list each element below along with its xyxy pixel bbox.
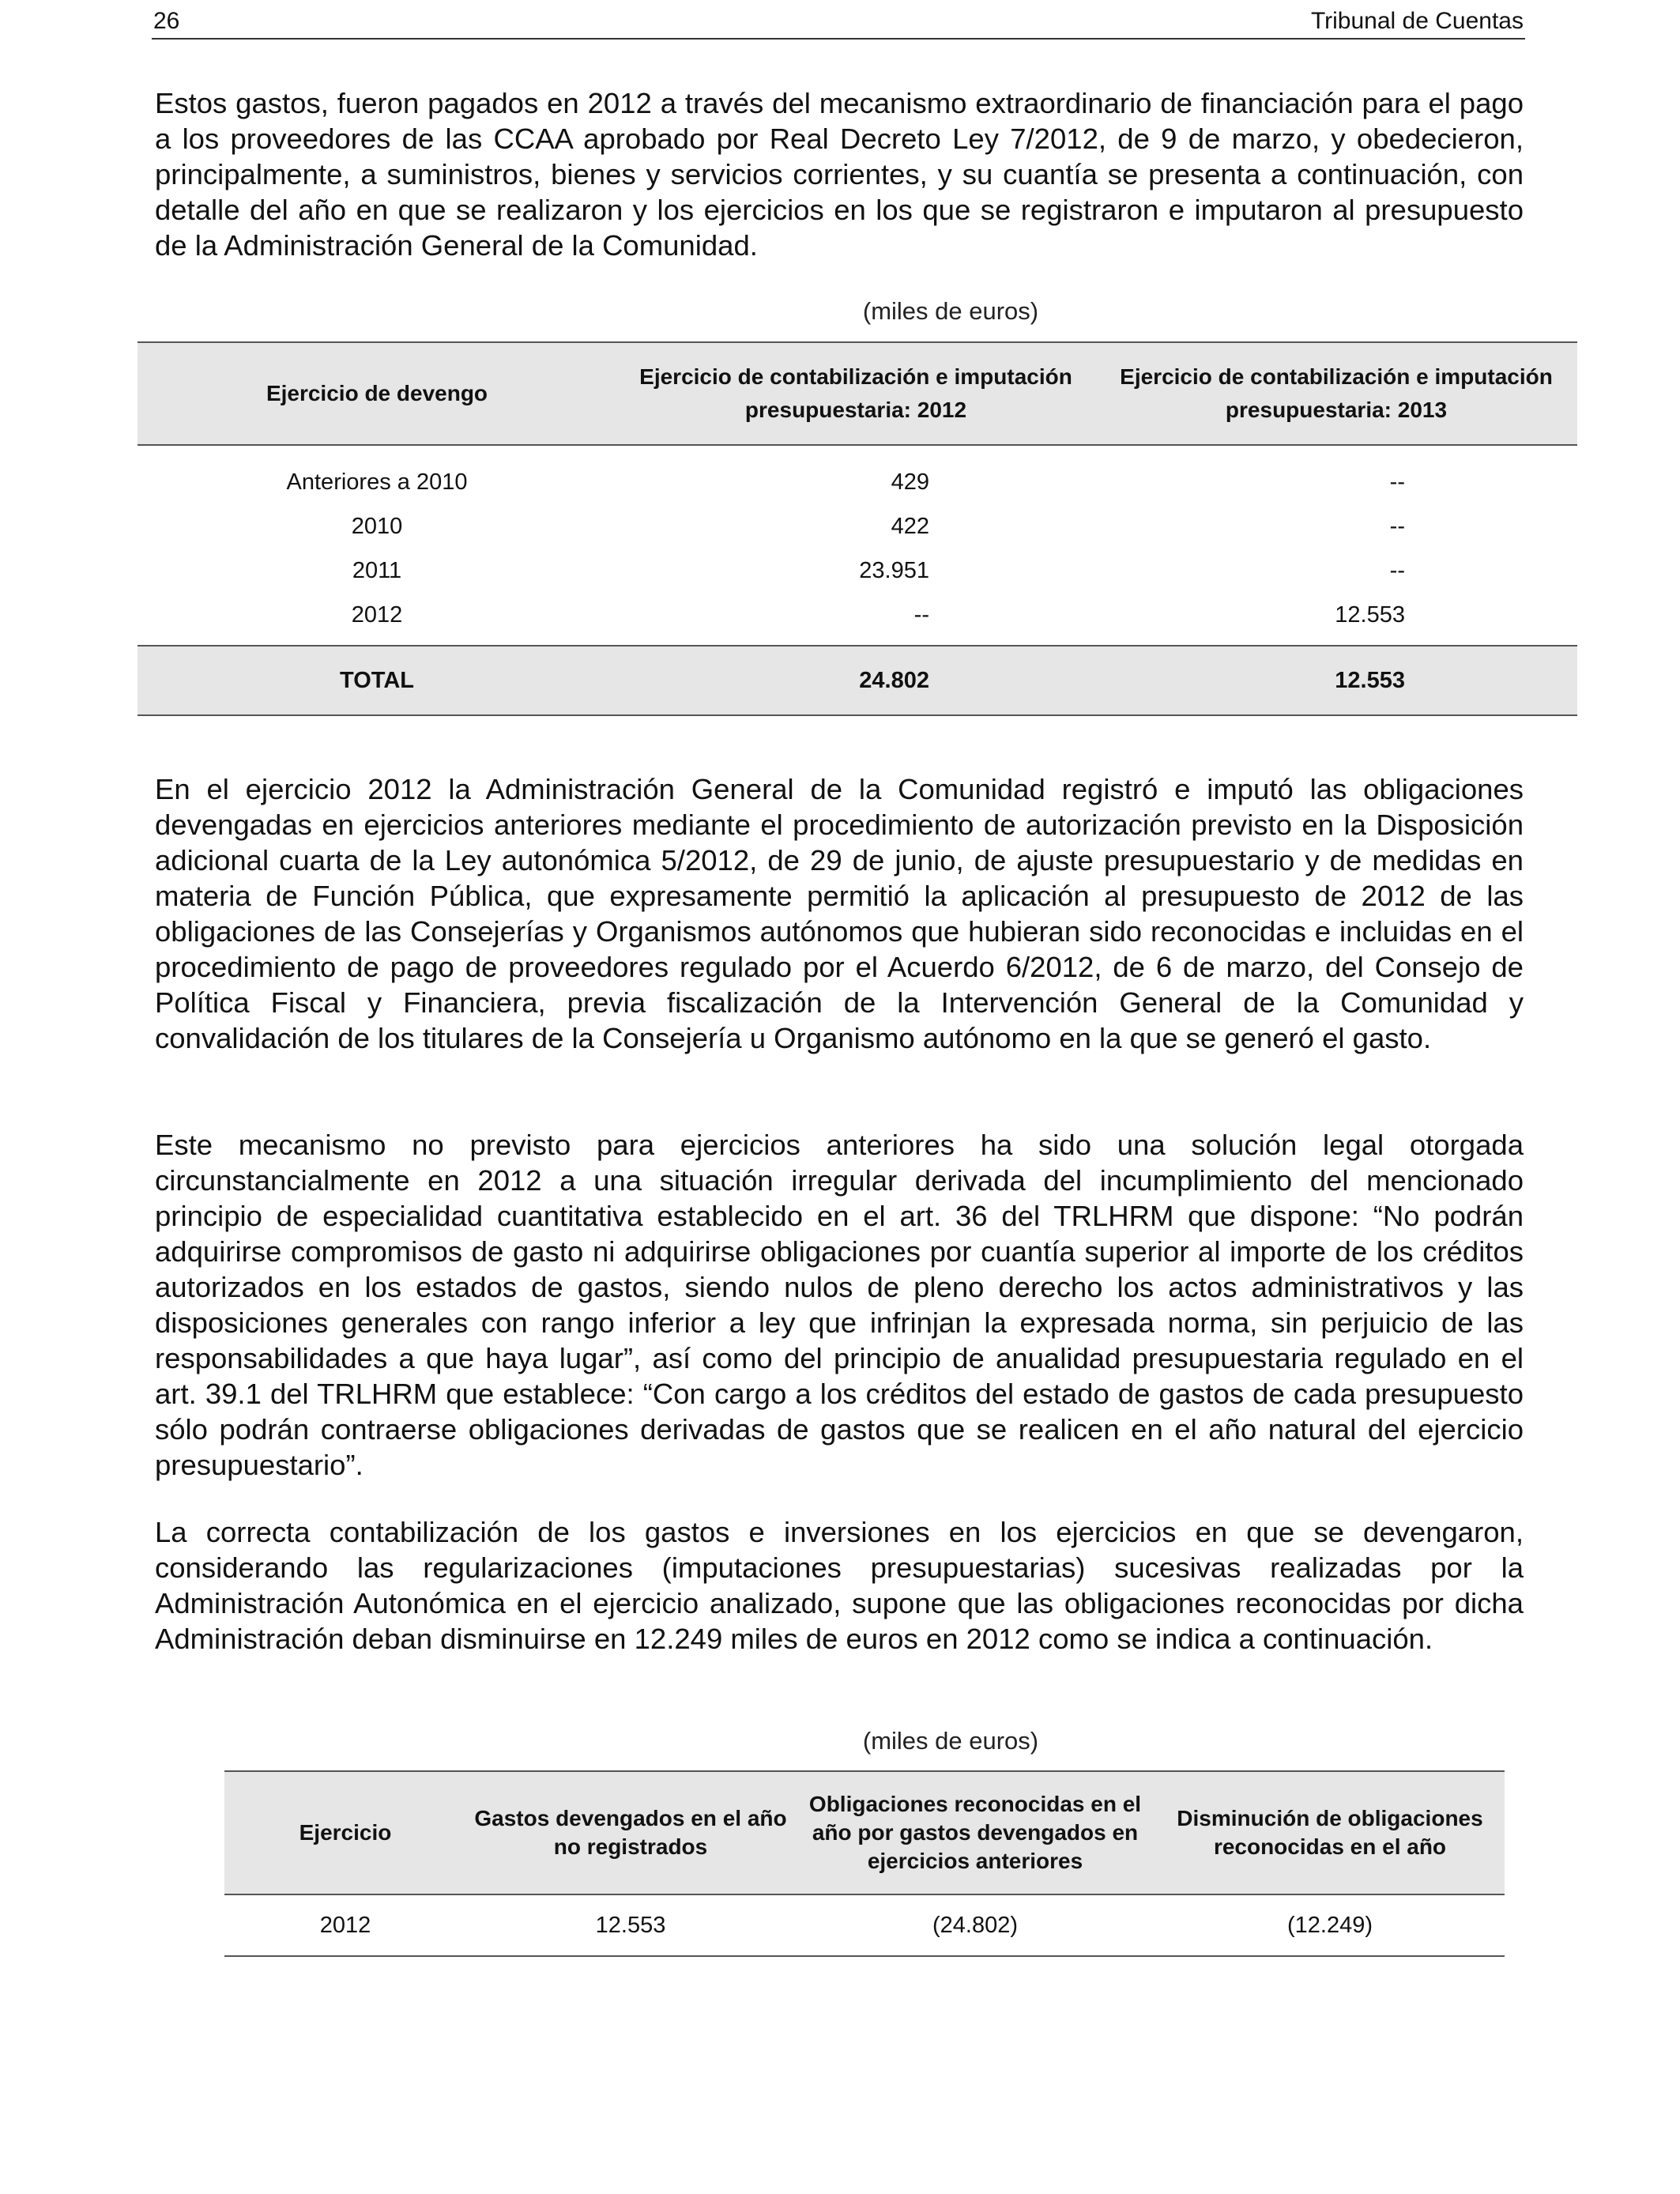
- table-cell: 2010: [351, 513, 403, 539]
- table-cell: 12.553: [466, 1894, 795, 1956]
- table-row: [137, 548, 1577, 593]
- page-number: 26: [153, 8, 180, 34]
- total-cell: 12.553: [1095, 646, 1577, 715]
- column-header: Obligaciones reconocidas en el año por gastos devengados en ejercicios anteriores: [795, 1771, 1155, 1894]
- paragraph: La correcta contabilización de los gastos e inversiones en los ejercicios en que se devengaron, considerando las regularizaciones (imputaciones presupuestarias) sucesivas realizadas por la Administración Autonómica en el ejercicio analizado, supone que las obligaciones reconocidas por dicha Administración deban disminuirse en 12.249 miles de euros en 2012 como se indica a continuación.: [155, 1516, 1524, 1655]
- column-header: Ejercicio: [224, 1771, 466, 1894]
- column-header: Ejercicio de devengo: [137, 342, 616, 445]
- table-cell: (24.802): [795, 1894, 1155, 1956]
- total-cell: 24.802: [616, 646, 1095, 715]
- expense-by-year-table: [137, 341, 1577, 716]
- column-header: Ejercicio de contabilización e imputación presupuestaria: 2012: [616, 342, 1095, 445]
- table-cell: --: [1389, 469, 1405, 495]
- total-row: [137, 646, 1577, 715]
- table-cell: 2012: [224, 1894, 466, 1956]
- paragraph: Este mecanismo no previsto para ejercicios anteriores ha sido una solución legal otorgada circunstancialmente en 2012 a una situación irregular derivada del incumplimiento del mencionado principio de especialidad cuantitativa establecido en el art. 36 del TRLHRM que dispone: “No podrán adquirirse compromisos de gasto ni adquirirse obligaciones por cuantía superior al importe de los créditos autorizados en los estados de gastos, siendo nulos de pleno derecho los actos administrativos y las disposiciones generales con rango inferior a ley que infrinjan la expresada norma, sin perjuicio de las responsabilidades a que haya lugar”, así como del principio de anualidad presupuestaria regulado en el art. 39.1 del TRLHRM que establece: “Con cargo a los créditos del estado de gastos de cada presupuesto sólo podrán contraerse obligaciones derivadas de gastos que se realicen en el año natural del ejercicio presupuestario”.: [155, 1129, 1524, 1481]
- column-header: Ejercicio de contabilización e imputación presupuestaria: 2013: [1095, 342, 1577, 445]
- column-header: Disminución de obligaciones reconocidas en el año: [1155, 1771, 1505, 1894]
- table-cell: --: [1389, 557, 1405, 583]
- table-cell: 23.951: [859, 557, 929, 583]
- paragraph: Estos gastos, fueron pagados en 2012 a través del mecanismo extraordinario de financiación para el pago a los proveedores de las CCAA aprobado por Real Decreto Ley 7/2012, de 9 de marzo, y obedecieron, principalmente, a suministros, bienes y servicios corrientes, y su cuantía se presenta a continuación, con detalle del año en que se realizaron y los ejercicios en los que se registraron e imputaron al presupuesto de la Administración General de la Comunidad.: [155, 87, 1524, 262]
- table-caption: (miles de euros): [862, 297, 1039, 325]
- table-row: [137, 445, 1577, 504]
- table-cell: Anteriores a 2010: [286, 469, 468, 495]
- column-header: Gastos devengados en el año no registrados: [466, 1771, 795, 1894]
- table-row: [224, 1894, 1505, 1956]
- table-cell: 2011: [352, 557, 402, 583]
- paragraph: En el ejercicio 2012 la Administración General de la Comunidad registró e imputó las obligaciones devengadas en ejercicios anteriores mediante el procedimiento de autorización previsto en la Disposición adicional cuarta de la Ley autonómica 5/2012, de 29 de junio, de ajuste presupuestario y de medidas en materia de Función Pública, que expresamente permitió la aplicación al presupuesto de 2012 de las obligaciones de las Consejerías y Organismos autónomos que hubieran sido reconocidas e incluidas en el procedimiento de pago de proveedores regulado por el Acuerdo 6/2012, de 6 de marzo, del Consejo de Política Fiscal y Financiera, previa fiscalización de la Intervención General de la Comunidad y convalidación de los titulares de la Consejería u Organismo autónomo en la que se generó el gasto.: [155, 773, 1524, 1054]
- table-caption: (miles de euros): [862, 1727, 1039, 1755]
- table-cell: --: [1389, 513, 1405, 539]
- table-cell: (12.249): [1155, 1894, 1505, 1956]
- obligations-reduction-table: [224, 1770, 1505, 1957]
- table-cell: 2012: [351, 601, 403, 628]
- running-title: Tribunal de Cuentas: [1310, 8, 1524, 34]
- total-label: TOTAL: [137, 646, 616, 715]
- table-row: [137, 593, 1577, 646]
- table-row: [137, 504, 1577, 548]
- table-cell: 422: [891, 513, 929, 539]
- table-cell: 429: [891, 469, 929, 495]
- table-cell: 12.553: [1335, 601, 1405, 628]
- table-header-row: [224, 1771, 1505, 1894]
- table-header-row: [137, 342, 1577, 445]
- table-cell: --: [913, 601, 929, 628]
- page-header: [152, 6, 1525, 40]
